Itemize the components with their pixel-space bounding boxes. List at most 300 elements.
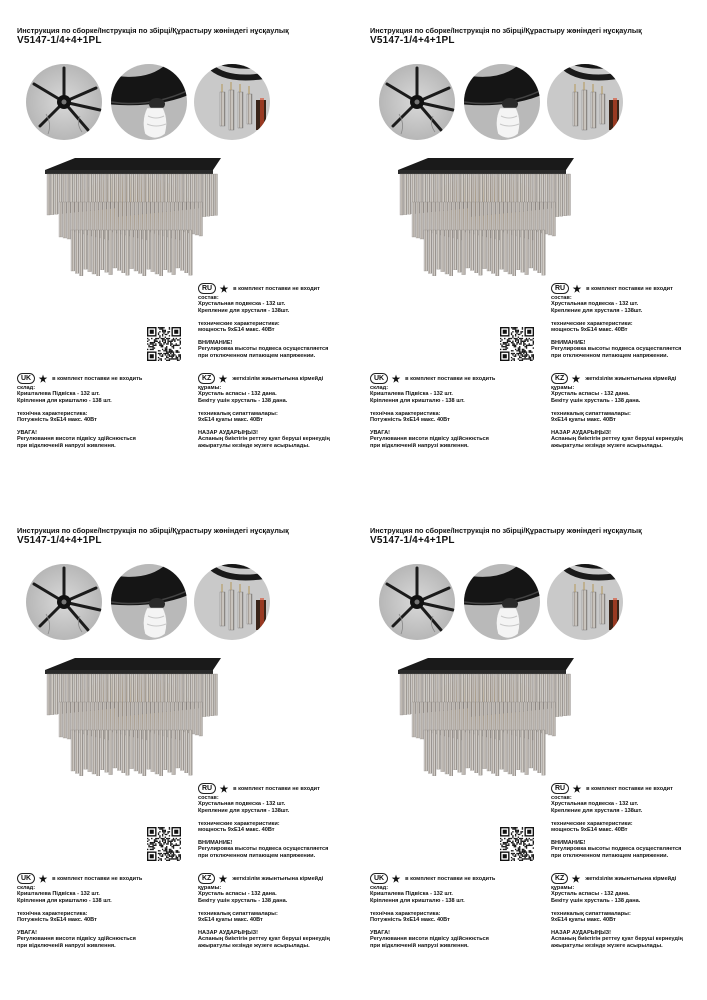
crystal-prism [183,202,186,232]
kz-instruction-line: ажыратулы кезінде жүзеге асырылады. [198,942,310,949]
crystal-prism [189,230,193,275]
crystal-prism [466,230,470,268]
uk-section-header [17,373,142,384]
kz-instruction-line: 9xE14 қуаты макс. 40Вт [551,917,616,924]
crystal-prism [75,702,78,732]
uk-instruction-line: Кришталева Підвіска - 132 шт. [17,891,100,898]
lamp-installation-photo [111,64,187,140]
crystal-prism [544,202,547,234]
crystal-prism [500,202,503,232]
crystal-prism [51,674,54,715]
crystal-prism [142,230,146,276]
crystal-prism [453,730,457,770]
uk-language-badge: UK [17,373,35,384]
crystal-prism [537,230,541,273]
qr-code-icon [500,327,534,366]
crystal-prism [119,202,122,234]
crystal-prism [516,730,520,770]
crystal-prism [536,702,539,732]
crystal-prism [432,202,435,233]
kz-instruction-line: Бекіту үшін хрусталь - 138 дана. [551,397,641,404]
qr-code-icon [147,327,181,366]
asterisk-star-icon [38,374,48,384]
instruction-panel [353,500,706,1000]
crystal-prism [437,230,441,269]
uk-not-included-note: в комплект поставки не входить [405,875,496,882]
crystal-prism [479,730,483,775]
crystal-prism [75,202,78,232]
crystal-prism [512,230,516,276]
crystal-prism [163,730,167,770]
crystal-prism [105,730,109,772]
kz-language-badge: KZ [198,373,215,384]
crystal-prism [472,702,475,734]
uk-instruction-line: Регулювання висоти підвісу здійснюється [17,436,136,443]
crystal-prism [126,230,130,275]
crystal-prism [180,730,184,770]
crystal-prism [134,730,138,771]
kz-instruction-line: Бекіту үшін хрусталь - 138 дана. [551,897,641,904]
crystal-prism [199,202,202,236]
crystal-prism [88,230,92,272]
uk-instructions [370,885,489,949]
crystal-prism [111,202,114,232]
crystal-prism [441,230,445,272]
crystal-prism [424,230,428,271]
crystal-prism [483,730,487,769]
kz-instruction-line: НАЗАР АУДАРЫҢЫЗ! [198,929,259,936]
uk-instruction-line: УВАГА! [370,429,391,436]
kz-section-header [551,873,676,884]
chandelier-photo [390,656,580,781]
crystal-prism [138,730,142,773]
crystal-prism [147,730,151,769]
asterisk-star-icon [391,374,401,384]
document-title: Инструкция по сборке/Інструкція по збірці/Құрастыру жөніндегі нұсқаулық [370,26,642,35]
crystal-prism [79,202,82,233]
crystal-prism [84,230,88,269]
crystal-prism [449,230,453,276]
crystal-prism [466,730,470,768]
crystal-prism [195,202,198,235]
kz-section-header [198,373,323,384]
ru-instruction-line: ВНИМАНИЕ! [551,839,586,846]
uk-instructions [17,885,136,949]
crystal-prism [542,230,546,275]
crystal-prism [500,730,504,769]
kz-instruction-line: НАЗАР АУДАРЫҢЫЗ! [198,429,259,436]
kz-not-included-note: жеткізілім жиынтығына кірмейді [232,875,324,882]
uk-instruction-line: технічна характеристика: [17,910,88,917]
crystal-prism [117,230,121,270]
crystal-prism [71,230,75,271]
kz-instruction-line: техникалық сипаттамалары: [551,410,631,417]
crystal-prism [428,230,432,273]
crystal-prism [416,202,419,238]
crystal-prism [432,702,435,733]
crystal-prism [521,230,525,272]
chandelier-photo [37,656,227,781]
crystal-prism [155,730,159,774]
crystal-prism [172,730,176,775]
crystal-prism [540,702,543,733]
uk-instruction-line: Кріплення для кришталю - 138 шт. [370,897,465,904]
crystal-prism [525,730,529,775]
ru-instruction-line: технические характеристики: [551,820,633,827]
crystal-prism [404,174,407,215]
kz-instruction-line: Хрусталь аспасы - 132 дана. [198,891,277,898]
asterisk-star-icon [219,284,229,294]
kz-instructions [198,385,330,449]
ru-instruction-line: при отключенном питающем напряжении. [551,352,669,359]
uk-instruction-line: Регулювання висоти підвісу здійснюється [17,936,136,943]
crystal-prism [432,230,436,276]
ru-instruction-line: мощность 9xE14 макс. 40Вт [551,327,628,334]
crystal-prism [556,174,559,217]
uk-instruction-line: Кріплення для кришталю - 138 шт. [370,397,465,404]
kz-instruction-line: ажыратулы кезінде жүзеге асырылады. [551,942,663,949]
ru-instruction-line: мощность 9xE14 макс. 40Вт [551,827,628,834]
crystal-hanging-photo [547,564,623,640]
crystal-prism [113,230,117,268]
crystal-prism [483,230,487,269]
lamp-installation-photo [111,564,187,640]
crystal-prism [147,202,150,232]
document-title: Инструкция по сборке/Інструкція по збірці/Құрастыру жөніндегі нұсқаулық [17,526,289,535]
crystal-prism [142,730,146,776]
kz-instruction-line: Аспаның биіктігін реттеу қуат беруші кернеудің [198,436,330,443]
ru-section-header [198,283,320,294]
crystal-prism [462,230,466,275]
crystal-prism [119,702,122,734]
crystal-prism [560,174,563,216]
uk-instructions [17,385,136,449]
crystal-prism [548,202,551,235]
kz-instruction-line: Хрусталь аспасы - 132 дана. [198,391,277,398]
crystal-prism [176,730,180,768]
crystal-prism [75,230,79,273]
crystal-prism [548,702,551,735]
crystal-prism [63,702,66,738]
crystal-prism [533,230,537,270]
uk-not-included-note: в комплект поставки не входить [52,875,143,882]
ru-instruction-line: Регулировка высоты подвеса осуществляется [198,846,329,853]
ru-instruction-line: ВНИМАНИЕ! [198,339,233,346]
crystal-prism [500,702,503,732]
asterisk-star-icon [391,874,401,884]
ru-instruction-line: технические характеристики: [551,320,633,327]
crystal-prism [83,202,86,234]
crystal-prism [512,730,516,776]
kz-instruction-line: НАЗАР АУДАРЫҢЫЗ! [551,929,612,936]
crystal-prism [428,730,432,773]
crystal-prism [210,174,213,216]
crystal-prism [529,230,533,268]
uk-instruction-line: Потужність 9xE14 макс. 40Вт [370,417,450,424]
uk-instruction-line: Потужність 9xE14 макс. 40Вт [370,917,450,924]
crystal-prism [472,202,475,234]
ru-instructions [551,795,681,859]
kz-language-badge: KZ [551,873,568,884]
kz-instruction-line: 9xE14 қуаты макс. 40Вт [551,417,616,424]
crystal-prism [504,202,507,233]
crystal-prism [121,730,125,773]
crystal-prism [428,202,431,232]
crystal-prism [172,230,176,275]
uk-section-header [370,873,495,884]
ru-instruction-line: Хрустальная подвеска - 132 шт. [198,801,286,808]
crystal-prism [109,730,113,775]
crystal-prism [491,230,495,273]
crystal-prism [458,730,462,772]
ru-section-header [198,783,320,794]
crystal-prism [464,702,467,732]
asterisk-star-icon [572,784,582,794]
crystal-prism [400,174,403,215]
crystal-prism [508,230,512,274]
uk-not-included-note: в комплект поставки не входить [52,375,143,382]
qr-code-icon [147,827,181,866]
crystal-prism [79,230,83,276]
crystal-prism [533,730,537,770]
crystal-prism [412,202,415,237]
ru-instruction-line: Хрустальная подвеска - 132 шт. [198,301,286,308]
crystal-prism [191,702,194,734]
ru-instruction-line: состав: [551,295,572,301]
ru-instruction-line: Крепление для хрусталя - 138шт. [551,307,643,314]
uk-instruction-line: Потужність 9xE14 макс. 40Вт [17,417,97,424]
crystal-prism [464,202,467,232]
crystal-prism [63,202,66,238]
crystal-prism [529,730,533,768]
asterisk-star-icon [219,784,229,794]
crystal-prism [445,730,449,774]
ru-language-badge: RU [198,283,216,294]
crystal-prism [408,174,411,214]
crystal-prism [189,730,193,775]
crystal-prism [51,174,54,215]
crystal-prism [59,202,62,237]
crystal-prism [552,202,555,236]
crystal-prism [504,730,508,772]
crystal-prism [495,730,499,776]
mounting-bracket-photo [26,564,102,640]
crystal-prism [560,674,563,716]
ru-instruction-line: Крепление для хрусталя - 138шт. [551,807,643,814]
crystal-prism [537,730,541,773]
crystal-prism [113,730,117,768]
crystal-prism [567,674,570,715]
kz-instruction-line: Аспаның биіктігін реттеу қуат беруші кернеудің [551,936,683,943]
kz-section-header [198,873,323,884]
crystal-prism [75,730,79,773]
ru-instruction-line: Крепление для хрусталя - 138шт. [198,807,290,814]
crystal-prism [163,230,167,270]
uk-instruction-line: при відключеній напрузі живлення. [370,942,469,949]
crystal-prism [508,702,511,734]
crystal-prism [88,730,92,772]
asterisk-star-icon [218,374,228,384]
kz-instruction-line: 9xE14 қуаты макс. 40Вт [198,417,263,424]
crystal-prism [445,230,449,274]
kz-not-included-note: жеткізілім жиынтығына кірмейді [585,375,677,382]
crystal-prism [436,202,439,234]
crystal-prism [155,230,159,274]
uk-instruction-line: склад: [17,885,36,891]
uk-instruction-line: при відключеній напрузі живлення. [17,942,116,949]
uk-instruction-line: УВАГА! [17,429,38,436]
asterisk-star-icon [571,374,581,384]
crystal-prism [468,202,471,233]
crystal-prism [159,230,163,276]
kz-instruction-line: Хрусталь аспасы - 132 дана. [551,391,630,398]
kz-instruction-line: 9xE14 қуаты макс. 40Вт [198,917,263,924]
uk-instruction-line: склад: [17,385,36,391]
uk-instruction-line: при відключеній напрузі живлення. [370,442,469,449]
crystal-prism [183,702,186,732]
ru-instructions [551,295,681,359]
crystal-prism [115,702,118,733]
uk-instruction-line: Кришталева Підвіска - 132 шт. [370,891,453,898]
ru-instruction-line: Хрустальная подвеска - 132 шт. [551,801,639,808]
uk-instructions [370,385,489,449]
ru-instruction-line: при отключенном питающем напряжении. [198,852,316,859]
crystal-prism [470,230,474,270]
ru-instruction-line: ВНИМАНИЕ! [198,839,233,846]
kz-section-header [551,373,676,384]
crystal-prism [479,230,483,275]
crystal-prism [130,730,134,769]
crystal-prism [151,730,155,772]
crystal-prism [126,730,130,775]
crystal-prism [504,230,508,272]
crystal-prism [556,674,559,717]
kz-instruction-line: құрамы: [551,885,575,891]
mounting-bracket-photo [379,564,455,640]
crystal-prism [474,730,478,773]
crystal-prism [453,230,457,270]
crystal-prism [428,702,431,732]
uk-not-included-note: в комплект поставки не входить [405,375,496,382]
crystal-prism [168,730,172,772]
kz-instruction-line: Аспаның биіктігін реттеу қуат беруші кернеудің [551,436,683,443]
document-title: Инструкция по сборке/Інструкція по збірці/Құрастыру жөніндегі нұсқаулық [17,26,289,35]
kz-instruction-line: Бекіту үшін хрусталь - 138 дана. [198,897,288,904]
ru-instruction-line: состав: [198,295,219,301]
crystal-prism [487,730,491,771]
ru-instruction-line: при отключенном питающем напряжении. [551,852,669,859]
ru-section-header [551,283,673,294]
crystal-prism [151,702,154,733]
crystal-prism [151,230,155,272]
crystal-prism [67,202,70,239]
crystal-prism [420,202,423,239]
crystal-prism [134,230,138,271]
crystal-prism [96,230,100,276]
crystal-prism [121,230,125,273]
crystal-prism [516,230,520,270]
uk-instruction-line: технічна характеристика: [370,910,441,917]
crystal-prism [500,230,504,269]
crystal-prism [416,702,419,738]
kz-instruction-line: техникалық сипаттамалары: [198,410,278,417]
crystal-prism [474,230,478,273]
ru-instruction-line: мощность 9xE14 макс. 40Вт [198,327,275,334]
uk-instruction-line: технічна характеристика: [17,410,88,417]
asterisk-star-icon [571,874,581,884]
chandelier-photo [37,156,227,281]
crystal-prism [508,730,512,774]
ru-instruction-line: состав: [198,795,219,801]
kz-instructions [551,385,683,449]
uk-instruction-line: УВАГА! [370,929,391,936]
kz-not-included-note: жеткізілім жиынтығына кірмейді [232,375,324,382]
instruction-panel [353,0,706,500]
crystal-prism [521,730,525,772]
crystal-prism [552,702,555,736]
crystal-prism [187,702,190,733]
model-number: V5147-1/4+4+1PL [370,535,455,546]
crystal-prism [187,202,190,233]
crystal-prism [214,174,217,215]
crystal-prism [432,730,436,776]
uk-instruction-line: УВАГА! [17,929,38,936]
crystal-prism [109,230,113,275]
crystal-prism [47,174,50,215]
crystal-prism [436,702,439,734]
crystal-prism [100,230,104,270]
crystal-prism [67,702,70,739]
ru-instruction-line: Хрустальная подвеска - 132 шт. [551,301,639,308]
ru-instructions [198,295,328,359]
crystal-prism [92,730,96,774]
crystal-prism [424,730,428,771]
crystal-prism [147,230,151,269]
crystal-prism [105,230,109,272]
lamp-installation-photo [464,564,540,640]
uk-instruction-line: Кріплення для кришталю - 138 шт. [17,897,112,904]
kz-instruction-line: техникалық сипаттамалары: [551,910,631,917]
ru-instruction-line: состав: [551,795,572,801]
kz-not-included-note: жеткізілім жиынтығына кірмейді [585,875,677,882]
crystal-prism [504,702,507,733]
asterisk-star-icon [218,874,228,884]
uk-instruction-line: склад: [370,885,389,891]
instruction-panel [0,0,353,500]
crystal-prism [468,702,471,733]
crystal-prism [203,674,206,717]
crystal-prism [111,702,114,732]
ru-section-header [551,783,673,794]
uk-instruction-line: при відключеній напрузі живлення. [17,442,116,449]
crystal-prism [79,702,82,733]
ru-instruction-line: технические характеристики: [198,820,280,827]
crystal-prism [404,674,407,715]
crystal-prism [563,174,566,216]
crystal-prism [155,702,158,734]
uk-instruction-line: Регулювання висоти підвісу здійснюється [370,436,489,443]
kz-instructions [198,885,330,949]
crystal-prism [412,702,415,737]
crystal-prism [214,674,217,715]
crystal-prism [130,230,134,269]
ru-instructions [198,795,328,859]
crystal-prism [491,730,495,773]
crystal-prism [437,730,441,769]
uk-instruction-line: склад: [370,385,389,391]
crystal-prism [567,174,570,215]
crystal-hanging-photo [194,64,270,140]
